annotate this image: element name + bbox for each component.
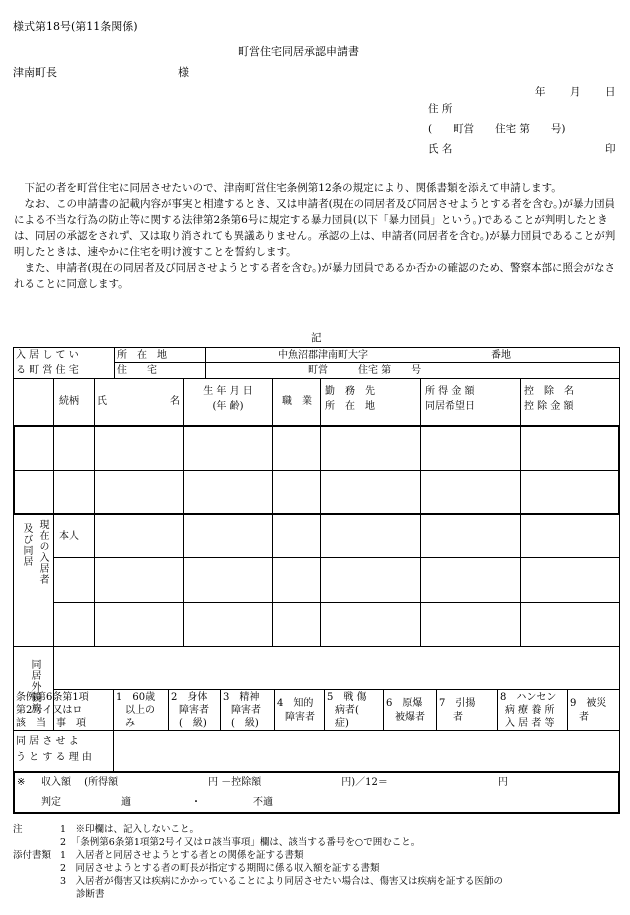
side-label-and-cohabit: 及び同居 (21, 523, 32, 567)
address-label: 住 所 (428, 103, 453, 115)
notes-label: 注 (13, 824, 23, 835)
application-table (13, 347, 620, 813)
residence-label-2: る 町 営 住 宅 (16, 365, 79, 376)
location-label: 所 在 地 (117, 350, 167, 361)
honnin-label: 本人 (59, 531, 79, 542)
note-1: 1 ※印欄は、記入しないこと。 (60, 824, 200, 835)
condition-label-2: 第2号イ又はロ (16, 705, 83, 716)
form-number: 様式第18号(第11条関係) (13, 20, 138, 33)
statement-p2: なお、この申請書の記載内容が事実と相違するとき、又は申請者(現在の同居者及び同居させようとする者を含む。)が暴力団員による不当な行為の防止等に関する法律第2条第6号に規定する暴力団員(以下「暴力団員」という。)であることが判明したときは、同居の承認をされず、又は取り消されても異議ありません。承認の上は、申請者(同居者を含む。)が暴力団員であることが判明したときは、速やかに住宅を明け渡すことを誓約します。 (14, 198, 616, 258)
condition-1-line1[interactable]: 1 60歳 (116, 692, 156, 703)
condition-7-line2: 者 (453, 712, 463, 723)
condition-3-line1[interactable]: 3 精神 (223, 692, 260, 703)
side-label-current: 現在の入居者 (37, 519, 48, 585)
col-relation: 続柄 (59, 396, 79, 407)
form-title: 町営住宅同居承認申請書 (238, 45, 359, 58)
date-year: 年 (535, 86, 546, 98)
statement-body (14, 180, 618, 292)
col-work-1: 勤 務 先 (325, 386, 375, 397)
col-name-2: 名 (170, 396, 180, 407)
ki-heading: 記 (311, 332, 322, 344)
col-birth-2: (年 齢) (212, 401, 244, 412)
condition-5-line3: 症) (335, 718, 349, 729)
judgment-ok: 適 (121, 797, 131, 808)
side-label-outside: 同居外親族 (29, 659, 40, 714)
honorific: 様 (178, 66, 189, 79)
reason-label-2: う と す る 理 由 (16, 752, 92, 763)
seal-mark: 印 (605, 143, 616, 155)
condition-8-line2: 病 療 養 所 (505, 705, 555, 716)
condition-5-line1[interactable]: 5 戦 傷 (327, 692, 367, 703)
condition-2-line1[interactable]: 2 身体 (171, 692, 208, 703)
col-income-2: 同居希望日 (425, 401, 475, 412)
reason-label-1: 同 居 さ せ よ (16, 736, 79, 747)
housing-line: ( 町営 住宅 第 号) (428, 123, 566, 135)
judgment-ng: 不適 (253, 797, 273, 808)
attachments-label: 添付書類 (13, 850, 52, 861)
condition-5-line2: 病者( (335, 705, 359, 716)
condition-8-line1[interactable]: 8 ハンセン (500, 692, 557, 703)
condition-6-line2: 被爆者 (395, 712, 425, 723)
house-label: 住 宅 (117, 365, 157, 376)
condition-4-line1[interactable]: 4 知的 (277, 698, 314, 709)
date-month: 月 (570, 86, 581, 98)
addressee: 津南町長 (13, 66, 57, 79)
condition-2-line3: ( 級) (179, 718, 207, 729)
col-deduct-2: 控 除 金 額 (524, 401, 574, 412)
office-use-mark: ※ (17, 777, 26, 788)
condition-6-line1[interactable]: 6 原爆 (386, 698, 423, 709)
condition-1-line2: 以上の (125, 705, 155, 716)
col-deduct-1: 控 除 名 (524, 386, 574, 397)
date-day: 日 (605, 86, 616, 98)
condition-label-1: 条例第6条第1項 (16, 692, 89, 703)
condition-2-line2: 障害者 (179, 705, 209, 716)
house-value: 町営 住宅 第 号 (308, 365, 422, 376)
condition-label-3: 該 当 事 項 (16, 718, 86, 729)
col-income-1: 所 得 金 額 (425, 386, 475, 397)
condition-3-line2: 障害者 (231, 705, 261, 716)
statement-p3: また、申請者(現在の同居者及び同居させようとする者を含む。)が暴力団員であるか否かの確認のため、警察本部に照会がなされることに同意します。 (14, 262, 616, 290)
attachment-1: 1 入居者と同居させようとする者との関係を証する書類 (60, 850, 304, 861)
judgment-label: 判定 (41, 797, 61, 808)
attachment-2: 2 同居させようとする者の町長が指定する期間に係る収入額を証する書類 (60, 863, 380, 874)
col-job: 職 業 (282, 396, 312, 407)
residence-label-1: 入 居 し て い (16, 350, 79, 361)
name-label: 氏 名 (428, 143, 453, 155)
condition-8-line3: 入 居 者 等 (505, 718, 555, 729)
judgment-dot: ・ (191, 797, 201, 808)
col-birth-1: 生 年 月 日 (203, 386, 253, 397)
attachment-3: 3 入居者が傷害又は疾病にかかっていることにより同居させたい場合は、傷害又は疾病を証する医師の (60, 876, 504, 887)
condition-7-line1[interactable]: 7 引揚 (439, 698, 476, 709)
condition-9-line1[interactable]: 9 被災 (570, 698, 607, 709)
condition-3-line3: ( 級) (231, 718, 259, 729)
condition-9-line2: 者 (579, 712, 589, 723)
income-calc-line: 収入額 (所得額 円 －控除額 円)／12＝ 円 (41, 777, 508, 788)
col-name-1: 氏 (97, 396, 107, 407)
col-work-2: 所 在 地 (325, 401, 375, 412)
note-2: 2 「条例第6条第1項第2号イ又はロ該当事項」欄は、該当する番号を○で囲むこと。 (60, 837, 421, 848)
statement-p1: 下記の者を町営住宅に同居させたいので、津南町営住宅条例第12条の規定により、関係書類を添えて申請します。 (24, 182, 562, 194)
attachment-3-cont: 診断書 (76, 889, 105, 900)
location-value: 中魚沼郡津南町大字 (278, 350, 368, 361)
condition-4-line2: 障害者 (285, 712, 315, 723)
condition-1-line3: み (125, 718, 135, 729)
location-banchi: 番地 (491, 350, 511, 361)
